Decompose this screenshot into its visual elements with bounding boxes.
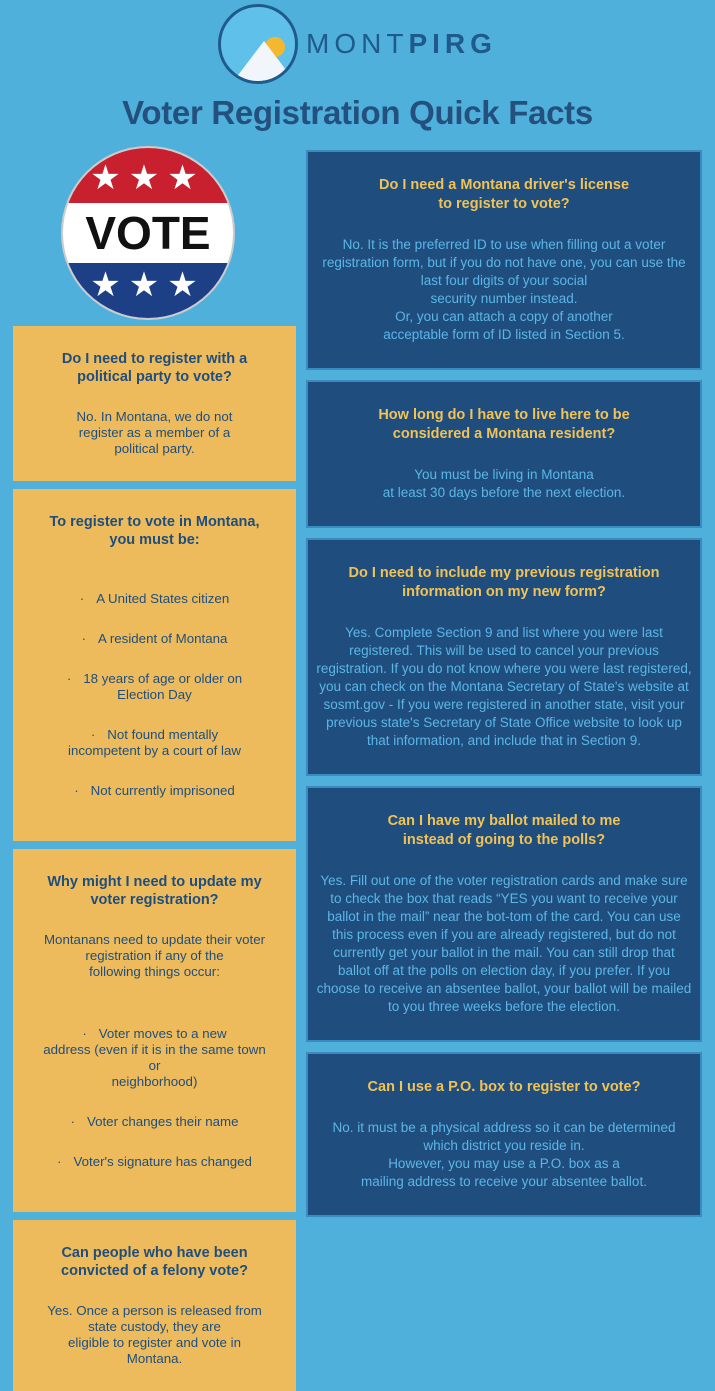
faq-answer: Yes. Once a person is released from state custody, they are eligible to register and vote in Montana. [47,1303,262,1366]
faq-answer: Montanans need to update their voter registration if any of the following things occur: [43,932,266,979]
faq-political-party [13,326,296,481]
faq-felony [13,1220,296,1391]
faq-drivers-license [306,150,702,370]
page-title: Voter Registration Quick Facts [122,94,593,131]
list-item: · A United States citizen [21,591,288,607]
eligibility-requirements [13,489,296,841]
faq-previous-registration [306,538,702,776]
stars-top: ★★★ [63,148,233,203]
faq-answer: Yes. Complete Section 9 and list where you were last registered. This will be used to cancel your previous registration. If you do not know where you were last registered, you can check on the Montana Secretary of State's website at sosmt.gov - If you were registered in another state, visit your previous state's Secretary of State Office website to look up that information, and include that in Section 9. [316,625,692,748]
list-item: · Not found mentally incompetent by a court of law [21,727,288,759]
faq-question: Can I use a P.O. box to register to vote? [367,1079,641,1095]
faq-question: How long do I have to live here to be considered a Montana resident? [378,407,630,442]
right-column [306,150,702,1217]
list-item: · Voter changes their name [21,1114,288,1130]
vote-button-graphic [63,148,233,318]
left-column [13,326,296,1391]
faq-question: Do I need a Montana driver's license to register to vote? [378,177,630,212]
montpirg-logo [218,4,497,84]
stars-bottom: ★★★ [63,263,233,318]
faq-question: Can people who have been convicted of a felony vote? [61,1245,248,1279]
faq-po-box [306,1052,702,1217]
faq-answer: No. In Montana, we do not register as a member of a political party. [76,409,233,456]
list-item: · 18 years of age or older on Election Day [21,671,288,703]
list-item: · Voter's signature has changed [21,1154,288,1170]
faq-question: To register to vote in Montana, you must be: [49,514,260,548]
faq-answer: No. it must be a physical address so it can be determined which district you reside in. However, you may use a P.O. box as a mailing address to receive your absentee ballot. [332,1120,676,1189]
faq-question: Why might I need to update my voter registration? [47,874,262,908]
list-item: · Voter moves to a new address (even if it is in the same town or neighborhood) [21,1026,288,1090]
faq-answer: Yes. Fill out one of the voter registration cards and make sure to check the box that reads “YES you want to receive your ballot in the mail” near the bot-tom of the card. You can use this process even if you are already registered, but do not currently get your ballot in the mail. You can still drop that ballot off at the polls on election day, if you prefer. If you choose to receive an absentee ballot, your ballot will be mailed to you three weeks before the election. [316,873,692,1014]
faq-question: Do I need to register with a political party to vote? [61,351,248,385]
faq-question: Can I have my ballot mailed to me instead of going to the polls? [387,813,621,848]
vote-word: VOTE [85,207,211,259]
faq-question: Do I need to include my previous registration information on my new form? [348,565,660,600]
list-item: · Not currently imprisoned [21,783,288,799]
update-reasons-list [21,1008,288,1188]
faq-answer: You must be living in Montana at least 30 days before the next election. [382,467,626,500]
faq-update-registration [13,849,296,1212]
faq-mail-ballot [306,786,702,1042]
mountain-sun-icon [218,4,298,84]
requirements-list [21,573,288,817]
list-item: · A resident of Montana [21,631,288,647]
faq-residency [306,380,702,528]
logo-text: MONTPIRG [306,28,497,59]
faq-answer: No. It is the preferred ID to use when filling out a voter registration form, but if you do not have one, you can use the last four digits of your social security number instead. Or, you can attach a copy of another acceptable form of ID listed in Section 5. [322,237,686,342]
